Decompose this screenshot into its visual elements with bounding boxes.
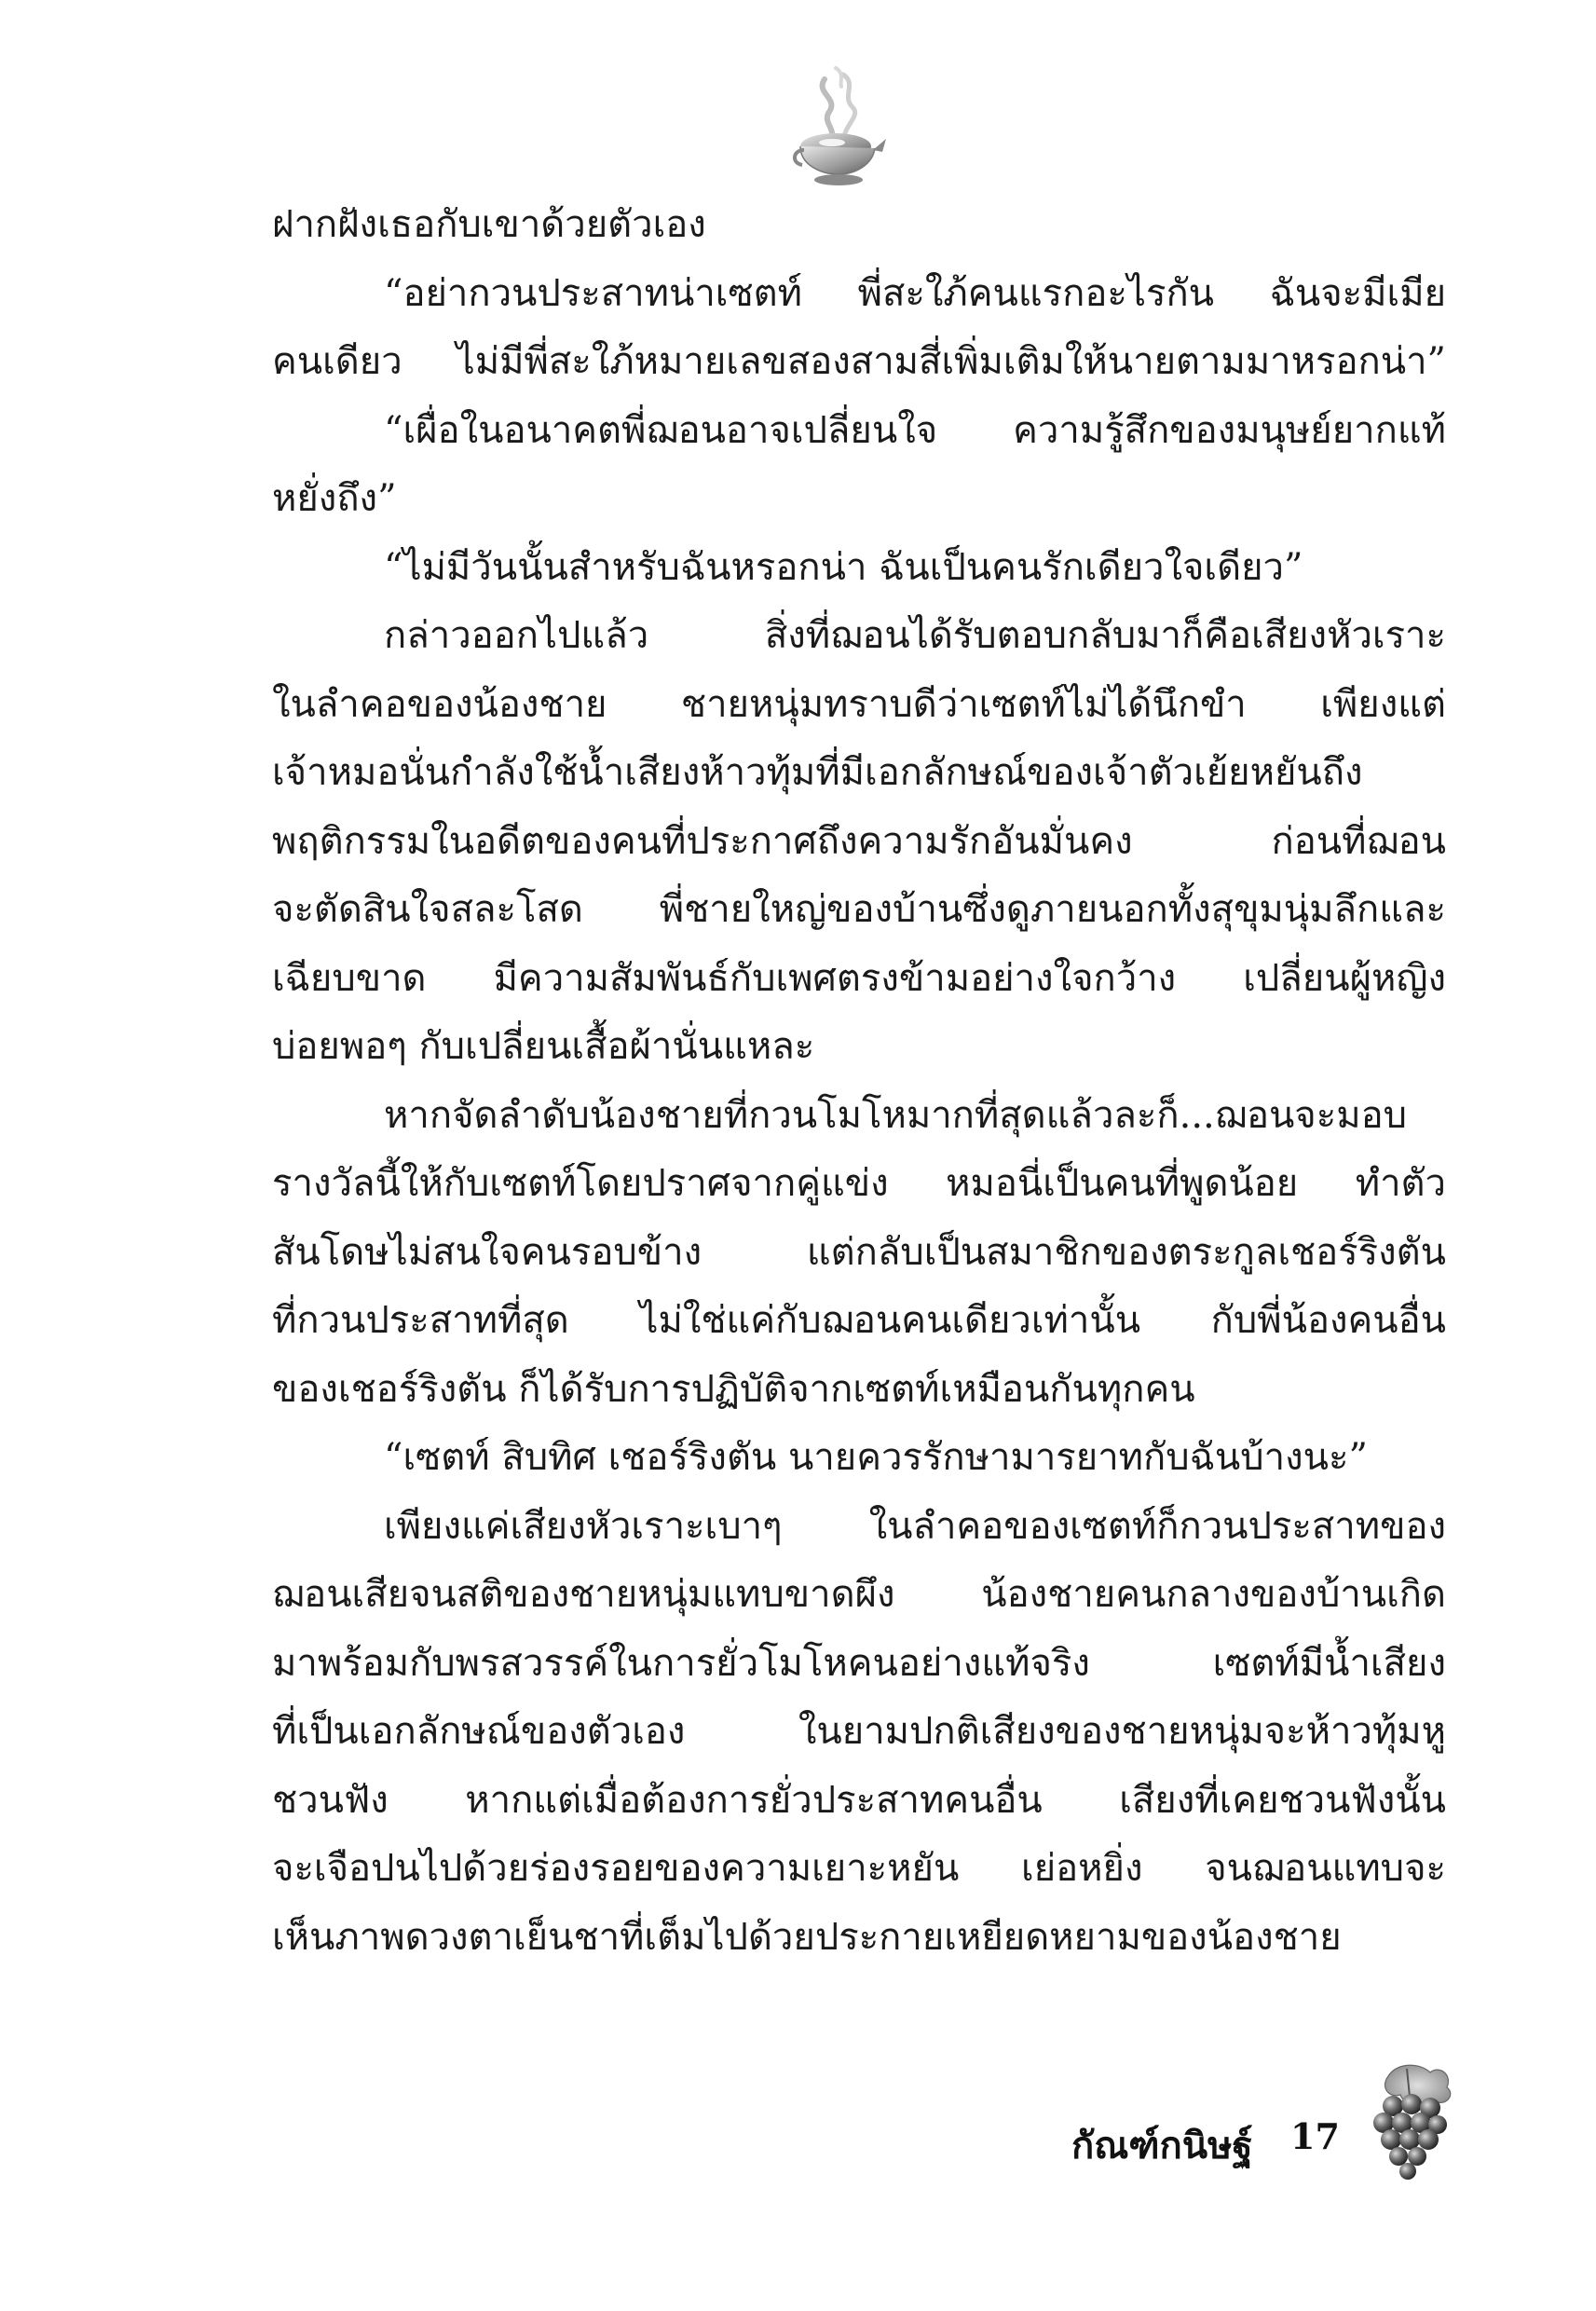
book-title: กัณฑ์กนิษฐ์ [1071,2125,1253,2167]
text-line: ที่เป็นเอกลักษณ์ของตัวเอง ในยามปกติเสียงของชายหนุ่มจะห้าวทุ้มหู [272,1710,1446,1753]
text-line: จะเจือปนไปด้วยร่องรอยของความเยาะหยัน เย่อหยิ่ง จนฌอนแทบจะ [272,1847,1446,1890]
text-line: พฤติกรรมในอดีตของคนที่ประกาศถึงความรักอันมั่นคง ก่อนที่ฌอน [272,819,1446,863]
text-line: ของเชอร์ริงตัน ก็ได้รับการปฏิบัติจากเซตท์เหมือนกันทุกคน [272,1367,1195,1411]
text-line: เจ้าหมอนั่นกำลังใช้น้ำเสียงห้าวทุ้มที่มีเอกลักษณ์ของเจ้าตัวเย้ยหยันถึง [272,751,1363,794]
text-line: จะตัดสินใจสละโสด พี่ชายใหญ่ของบ้านซึ่งดูภายนอกทั้งสุขุมนุ่มลึกและ [272,888,1446,931]
oil-lamp-icon [787,61,890,200]
text-line: ที่กวนประสาทที่สุด ไม่ใช่แค่กับฌอนคนเดียวเท่านั้น กับพี่น้องคนอื่น [272,1299,1446,1342]
text-line: เห็นภาพดวงตาเย็นชาที่เต็มไปด้วยประกายเหยียดหยามของน้องชาย [272,1915,1342,1959]
text-line: “เซตท์ สิบทิศ เชอร์ริงตัน นายควรรักษามารยาทกับฉันบ้างนะ” [384,1436,1368,1479]
text-line: กล่าวออกไปแล้ว สิ่งที่ฌอนได้รับตอบกลับมาก็คือเสียงหัวเราะ [384,614,1446,657]
text-line: “ไม่มีวันนั้นสำหรับฉันหรอกน่า ฉันเป็นคนรักเดียวใจเดียว” [384,545,1303,589]
text-line: มาพร้อมกับพรสวรรค์ในการยั่วโมโหคนอย่างแท้จริง เซตท์มีน้ำเสียง [272,1641,1446,1685]
text-line: “เผื่อในอนาคตพี่ฌอนอาจเปลี่ยนใจ ความรู้สึกของมนุษย์ยากแท้ [384,408,1446,452]
text-line: “อย่ากวนประสาทน่าเซตท์ พี่สะใภ้คนแรกอะไรกัน ฉันจะมีเมีย [384,271,1446,315]
text-line: ฌอนเสียจนสติของชายหนุ่มแทบขาดผึง น้องชายคนกลางของบ้านเกิด [272,1573,1446,1616]
text-line: บ่อยพอๆ กับเปลี่ยนเสื้อผ้านั่นแหละ [272,1025,815,1068]
text-line: รางวัลนี้ให้กับเซตท์โดยปราศจากคู่แข่ง หมอนี่เป็นคนที่พูดน้อย ทำตัว [272,1162,1446,1205]
text-line: ชวนฟัง หากแต่เมื่อต้องการยั่วประสาทคนอื่น เสียงที่เคยชวนฟังนั้น [272,1778,1446,1822]
text-line: ในลำคอของน้องชาย ชายหนุ่มทราบดีว่าเซตท์ไม่ได้นึกขำ เพียงแต่ [272,682,1446,726]
page-number: 17 [1290,2115,1340,2157]
grape-cluster-icon [1356,2059,1458,2190]
text-line: เพียงแค่เสียงหัวเราะเบาๆ ในลำคอของเซตท์ก็กวนประสาทของ [384,1504,1446,1548]
text-line: หากจัดลำดับน้องชายที่กวนโมโหมากที่สุดแล้วละก็...ฌอนจะมอบ [384,1093,1408,1137]
text-line: ฝากฝังเธอกับเขาด้วยตัวเอง [272,203,706,246]
text-line: คนเดียว ไม่มีพี่สะใภ้หมายเลขสองสามสี่เพิ่มเติมให้นายตามมาหรอกน่า” [272,340,1446,383]
text-line: สันโดษไม่สนใจคนรอบข้าง แต่กลับเป็นสมาชิกของตระกูลเชอร์ริงตัน [272,1230,1446,1274]
text-line: หยั่งถึง” [272,477,397,520]
body-text [272,191,1446,1972]
text-line: เฉียบขาด มีความสัมพันธ์กับเพศตรงข้ามอย่างใจกว้าง เปลี่ยนผู้หญิง [272,956,1446,1000]
